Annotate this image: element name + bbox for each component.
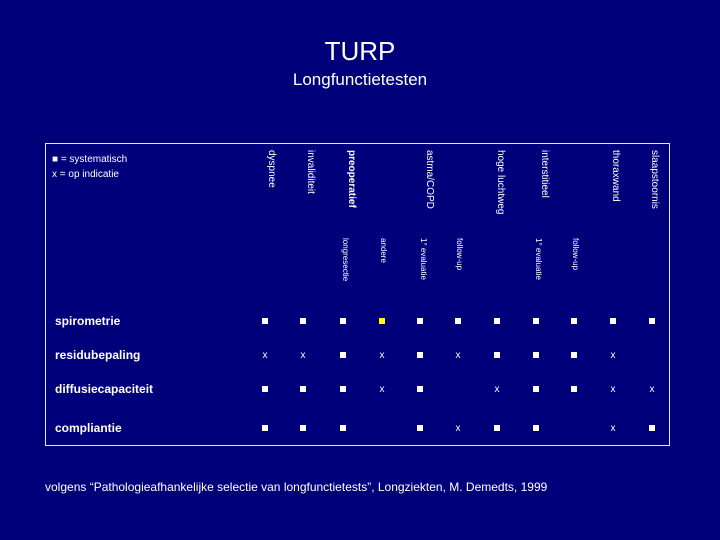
systematic-marker — [262, 425, 268, 431]
table-cell: x — [455, 350, 461, 361]
col-dyspnee: dyspnee — [266, 150, 277, 188]
systematic-marker — [417, 318, 423, 324]
table-cell — [637, 423, 667, 435]
systematic-marker — [494, 318, 500, 324]
row-label-diffusiecapaciteit: diffusiecapaciteit — [55, 382, 154, 396]
systematic-marker — [340, 386, 346, 392]
table-cell — [482, 350, 512, 362]
table-cell: x — [262, 350, 268, 361]
col-thoraxwand: thoraxwand — [610, 150, 621, 202]
systematic-marker — [571, 386, 577, 392]
systematic-marker — [417, 425, 423, 431]
legend-systematic: ■ = systematisch — [52, 154, 128, 165]
table-cell — [559, 350, 589, 362]
table-cell — [288, 316, 318, 328]
systematic-marker — [262, 318, 268, 324]
table-cell — [405, 316, 435, 328]
table-cell — [328, 316, 358, 328]
systematic-marker — [340, 352, 346, 358]
systematic-marker — [533, 318, 539, 324]
systematic-marker — [494, 425, 500, 431]
legend-indication: x = op indicatie — [52, 169, 119, 180]
table-cell — [405, 384, 435, 396]
subcol-thoraxwand-followup: follow-up — [571, 238, 580, 271]
table-cell: x — [610, 423, 616, 434]
table-cell — [559, 384, 589, 396]
row-label-spirometrie: spirometrie — [55, 314, 121, 328]
table-cell: x — [610, 384, 616, 395]
systematic-marker — [571, 352, 577, 358]
systematic-marker — [340, 425, 346, 431]
table-cell — [559, 316, 589, 328]
subcol-astma-followup: follow-up — [455, 238, 464, 271]
col-hoge-luchtweg: hoge luchtweg — [495, 150, 506, 215]
table-cell — [250, 384, 280, 396]
table-cell — [443, 316, 473, 328]
systematic-marker — [417, 352, 423, 358]
systematic-marker — [300, 386, 306, 392]
table-cell — [288, 384, 318, 396]
table-cell: x — [379, 350, 385, 361]
table-cell: x — [610, 350, 616, 361]
source-footnote: volgens “Pathologieafhankelijke selectie van longfunctietests”, Longziekten, M. Demedts, 1999 — [45, 480, 548, 494]
systematic-marker — [340, 318, 346, 324]
table-cell — [482, 316, 512, 328]
table-cell: x — [649, 384, 655, 395]
systematic-marker — [649, 318, 655, 324]
table-cell — [405, 423, 435, 435]
page-title: TURP — [324, 36, 396, 66]
table-cell — [521, 384, 551, 396]
table-cell — [521, 316, 551, 328]
row-label-compliantie: compliantie — [55, 421, 122, 435]
table-cell: x — [455, 423, 461, 434]
table-cell — [598, 316, 628, 328]
table-cell — [288, 423, 318, 435]
col-preoperatief: preoperatief — [346, 150, 357, 208]
col-astma-copd: astma/COPD — [424, 150, 435, 209]
table-cell — [250, 316, 280, 328]
table-frame — [45, 143, 670, 446]
table-cell: x — [494, 384, 500, 395]
table-cell: x — [379, 384, 385, 395]
legend — [52, 152, 127, 182]
subcol-astma-evaluatie: 1° evaluatie — [419, 238, 428, 280]
systematic-marker — [649, 425, 655, 431]
subcol-interstitieel-evaluatie: 1° evaluatie — [534, 238, 543, 280]
table-cell — [328, 350, 358, 362]
table-cell — [250, 423, 280, 435]
table-cell — [367, 316, 397, 328]
col-interstitieel: interstitieel — [539, 150, 550, 198]
row-label-residubepaling: residubepaling — [55, 348, 141, 362]
table-cell — [521, 350, 551, 362]
table-cell — [482, 423, 512, 435]
table-cell: x — [300, 350, 306, 361]
table-cell — [521, 423, 551, 435]
systematic-marker — [571, 318, 577, 324]
table-cell — [328, 423, 358, 435]
systematic-marker — [262, 386, 268, 392]
systematic-marker — [300, 425, 306, 431]
col-invaliditeit: invaliditeit — [305, 150, 316, 194]
table-cell — [637, 316, 667, 328]
systematic-marker — [494, 352, 500, 358]
systematic-marker — [533, 386, 539, 392]
systematic-marker — [455, 318, 461, 324]
systematic-marker — [610, 318, 616, 324]
systematic-marker — [417, 386, 423, 392]
subcol-preop-andere: andere — [379, 238, 388, 263]
systematic-marker — [533, 352, 539, 358]
subcol-preop-longresectie: longresectie — [341, 238, 350, 282]
table-cell — [405, 350, 435, 362]
systematic-marker — [533, 425, 539, 431]
systematic-marker — [379, 318, 385, 324]
systematic-marker — [300, 318, 306, 324]
page-subtitle: Longfunctietesten — [292, 70, 428, 89]
table-cell — [328, 384, 358, 396]
col-slaapstoornis: slaapstoornis — [649, 150, 660, 209]
